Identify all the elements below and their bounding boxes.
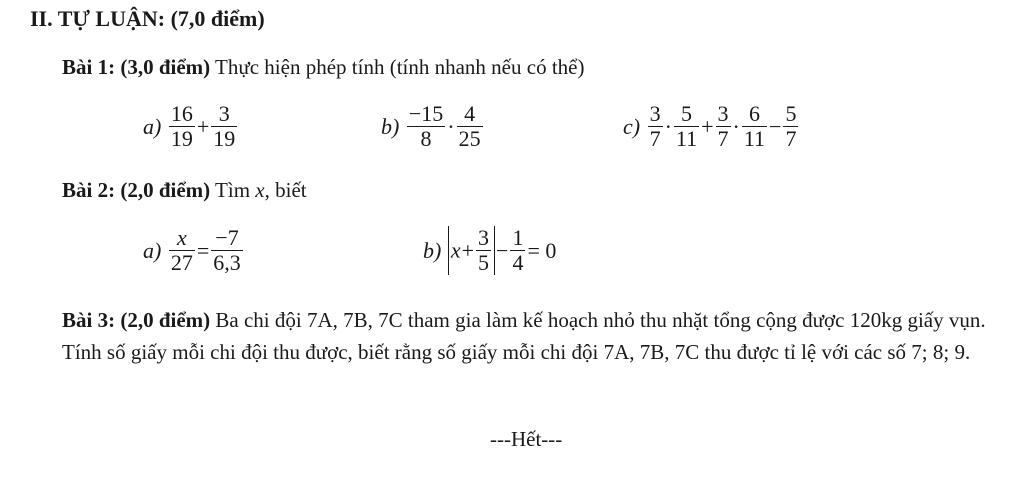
frac-bai2-b-2: $\frac{1}{4}$ [512, 225, 524, 275]
bai1-label: Bài 1: (3,0 điểm) [62, 55, 211, 79]
bai3-paragraph [62, 305, 1012, 368]
frac-bai1-b-1: $\frac{-15}{8}$ [408, 101, 444, 151]
bai1-b: b) $\frac{-15}{8}$ · $\frac{4}{25}$ [381, 101, 481, 151]
frac-bai2-b-1: $\frac{3}{5}$ [478, 225, 490, 275]
frac-bai1-c-3: $\frac{3}{7}$ [717, 101, 729, 151]
absolute-value-expression: x+ $\frac{3}{5}$ [448, 226, 495, 275]
frac-bai2-a-2: $\frac{-7}{6,3}$ [213, 225, 241, 275]
bai2-heading: Bài 2: (2,0 điểm) Tìm x, biết [62, 178, 307, 202]
frac-bai2-a-1: $\frac{x}{27}$ [170, 225, 193, 275]
bai1-c: c) $\frac{3}{7}$ · $\frac{5}{11}$ + $\frac{3}{7}$ · $\frac{6}{11}$ − $\frac{5}{7}$ [623, 101, 797, 151]
bai2-b-label: b) [423, 237, 442, 263]
bai1-text: Thực hiện phép tính (tính nhanh nếu có thể) [210, 55, 585, 79]
frac-bai1-a-1: $\frac{16}{19}$ [170, 101, 193, 151]
bai1-heading [62, 55, 584, 80]
bai3-text: Ba chi đội 7A, 7B, 7C tham gia làm kế hoạch nhỏ thu nhặt tổng cộng được 120kg giấy vụn. Tính số giấy mỗi chi đội thu được, biết rằng số giấy mỗi chi đội 7A, 7B, 7C thu được tỉ lệ với các số 7; 8; 9. [62, 308, 986, 364]
frac-bai1-c-2: $\frac{5}{11}$ [675, 101, 698, 151]
bai2-label: Bài 2: (2,0 điểm) [62, 178, 211, 202]
bai1-a: a) $\frac{16}{19}$ + $\frac{3}{19}$ [143, 101, 236, 151]
bai1-b-label: b) [381, 113, 400, 139]
bai3-label: Bài 3: (2,0 điểm) [62, 308, 211, 332]
frac-bai1-a-2: $\frac{3}{19}$ [213, 101, 236, 151]
bai2-a-label: a) [143, 237, 162, 263]
frac-bai1-c-1: $\frac{3}{7}$ [649, 101, 661, 151]
bai1-c-label: c) [623, 113, 641, 139]
bai2-b: b) x+ $\frac{3}{5}$ − $\frac{1}{4}$ = 0 [423, 225, 557, 275]
frac-bai1-b-2: $\frac{4}{25}$ [458, 101, 481, 151]
frac-bai1-c-5: $\frac{5}{7}$ [785, 101, 797, 151]
bai1-a-label: a) [143, 113, 162, 139]
bai2-a: a) $\frac{x}{27}$ = $\frac{-7}{6,3}$ [143, 225, 241, 275]
section-title: II. TỰ LUẬN: (7,0 điểm) [30, 6, 265, 31]
footer-end: ---Hết--- [490, 427, 563, 451]
frac-bai1-c-4: $\frac{6}{11}$ [743, 101, 766, 151]
